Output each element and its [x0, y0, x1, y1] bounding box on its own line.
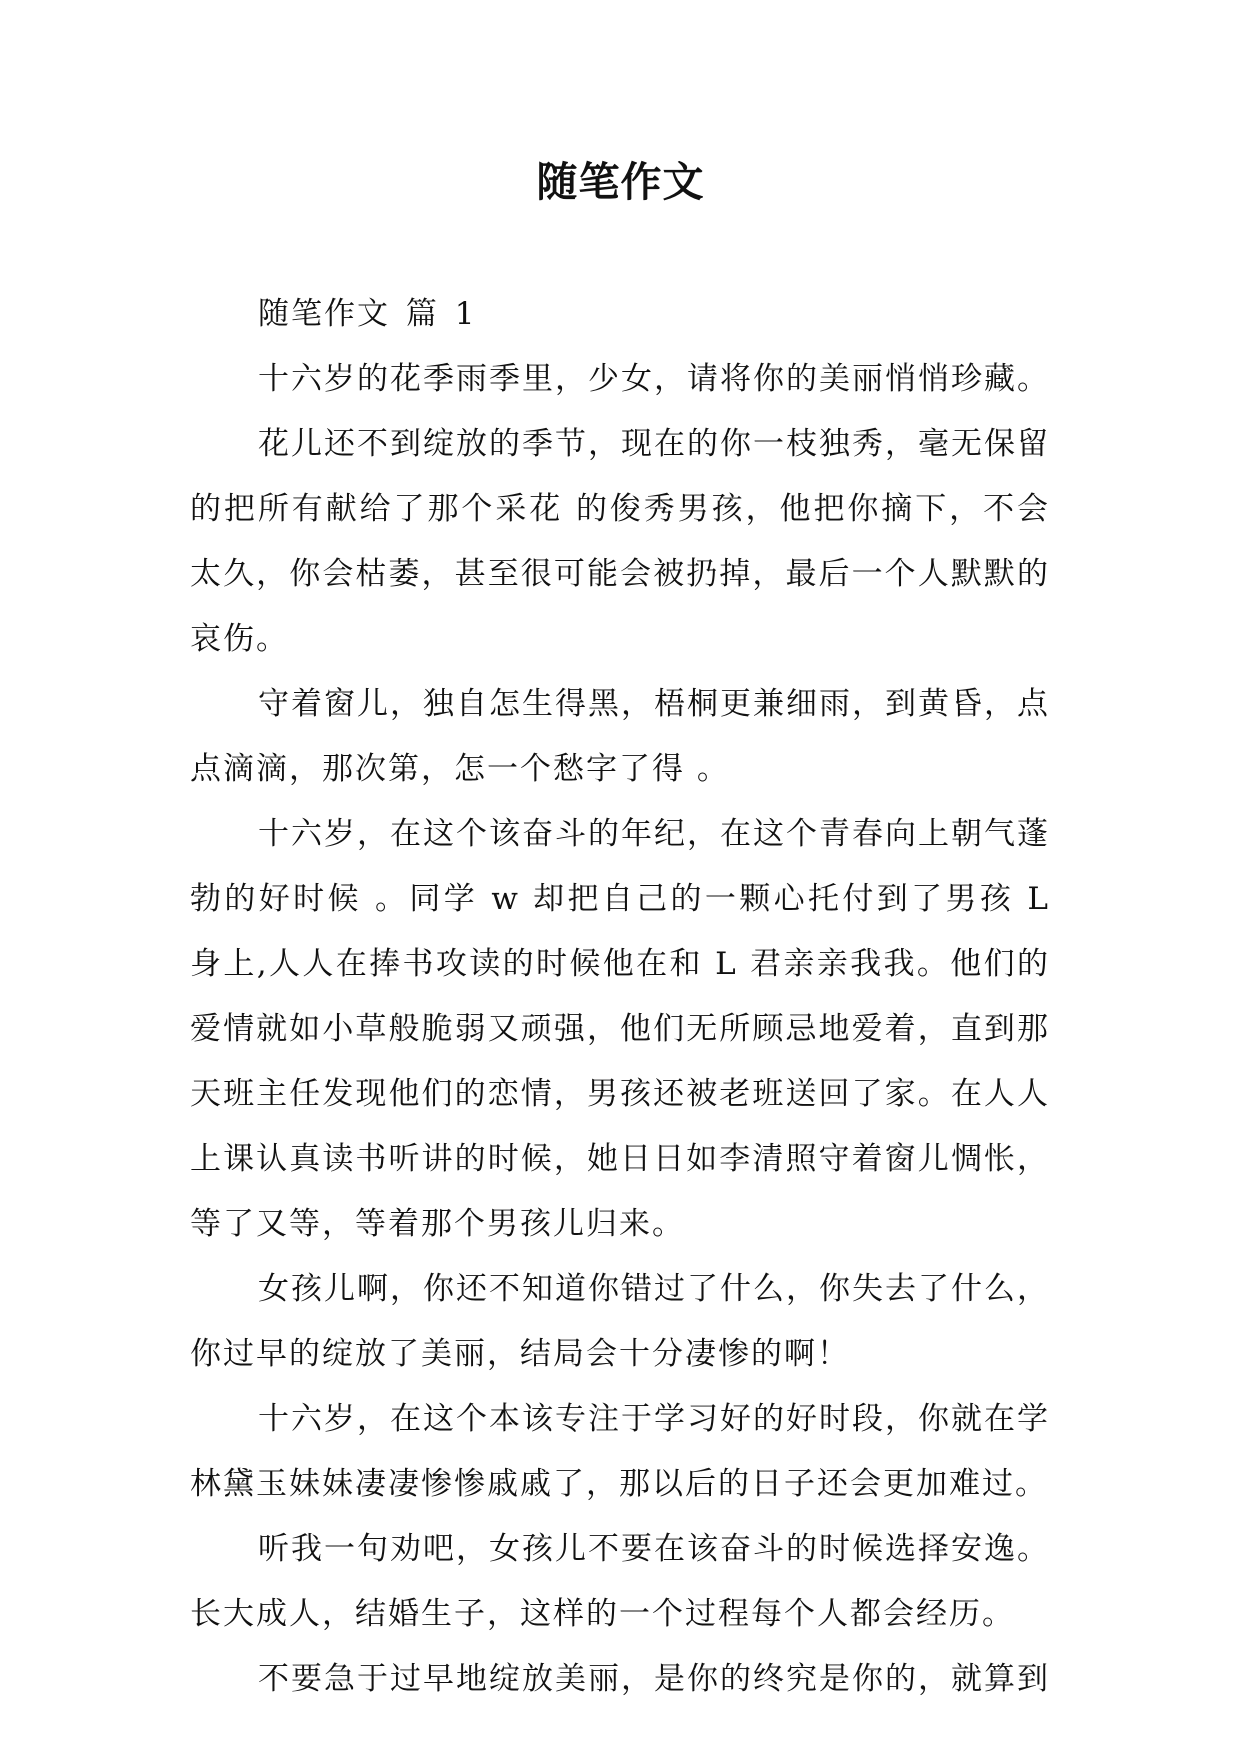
paragraph: 十六岁，在这个该奋斗的年纪，在这个青春向上朝气蓬勃的好时候 。同学 w 却把自己的一颗心托付到了男孩 L 身上,人人在捧书攻读的时候他在和 L 君亲亲我我。他们的爱情就如小草般脆弱又顽强，他们无所顾忌地爱着，直到那天班主任发现他们的恋情，男孩还被老班送回了家。在人人上课认真读书听讲的时候，她日日如李清照守着窗儿惆怅，等了又等，等着那个男孩儿归来。: [190, 816, 1050, 1242]
paragraph: 十六岁的花季雨季里，少女，请将你的美丽悄悄珍藏。: [258, 361, 1050, 397]
document-title: 随笔作文: [536, 158, 705, 206]
paragraph: 听我一句劝吧，女孩儿不要在该奋斗的时候选择安逸。长大成人，结婚生子，这样的一个过程每个人都会经历。: [190, 1531, 1050, 1632]
document-body: [190, 282, 1050, 1712]
paragraph: 花儿还不到绽放的季节，现在的你一枝独秀，毫无保留的把所有献给了那个采花 的俊秀男孩，他把你摘下，不会太久，你会枯萎，甚至很可能会被扔掉，最后一个人默默的哀伤。: [190, 426, 1050, 657]
section-label: 随笔作文 篇 1: [258, 296, 477, 332]
paragraph: 女孩儿啊，你还不知道你错过了什么，你失去了什么，你过早的绽放了美丽，结局会十分凄惨的啊！: [190, 1271, 1050, 1372]
paragraph: 守着窗儿，独自怎生得黑，梧桐更兼细雨，到黄昏，点点滴滴，那次第，怎一个愁字了得 。: [190, 686, 1050, 787]
paragraph: 不要急于过早地绽放美丽，是你的终究是你的，就算到: [258, 1661, 1050, 1697]
paragraph: 十六岁，在这个本该专注于学习好的好时段，你就在学林黛玉妹妹凄凄惨惨戚戚了，那以后的日子还会更加难过。: [190, 1401, 1050, 1502]
